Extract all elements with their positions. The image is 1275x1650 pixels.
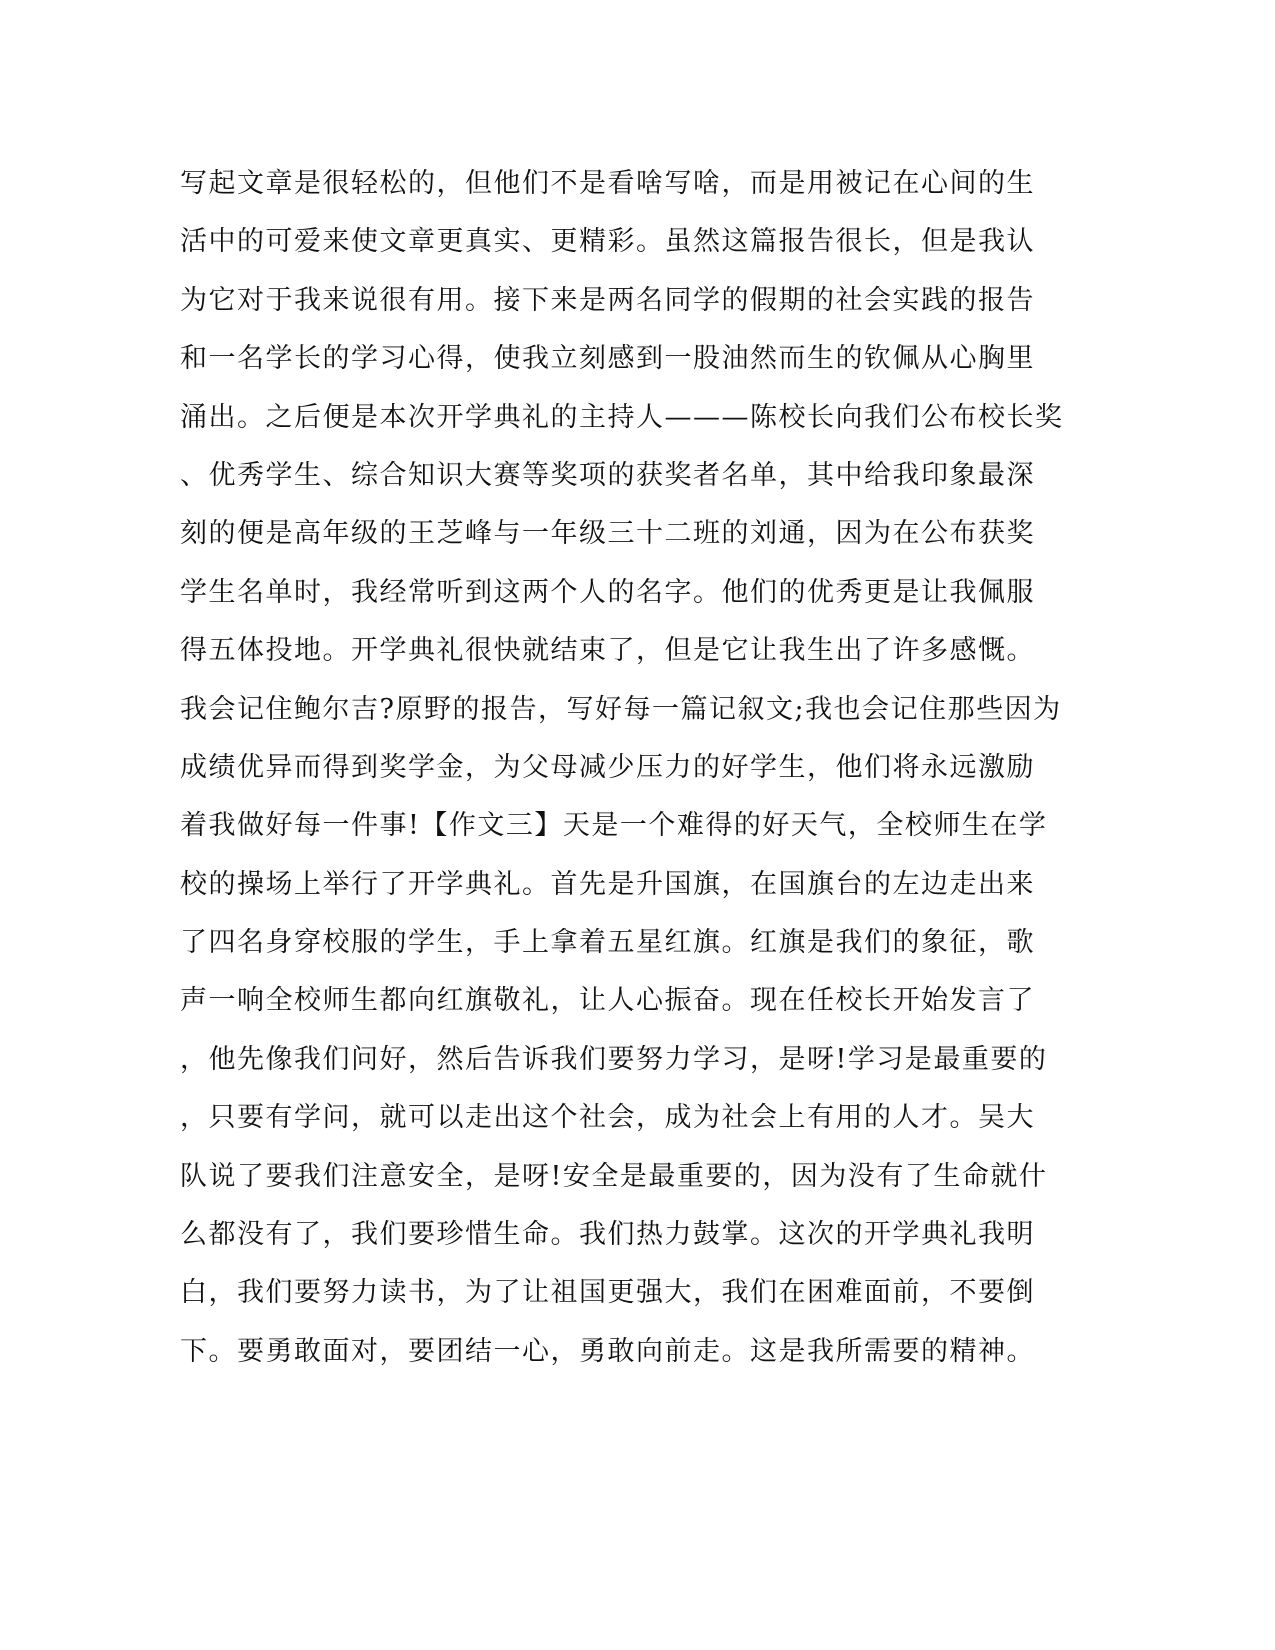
text-line: ，只要有学问，就可以走出这个社会，成为社会上有用的人才。吴大 (180, 1102, 1035, 1134)
text-line: 写起文章是很轻松的，但他们不是看啥写啥，而是用被记在心间的生 (180, 168, 1035, 199)
text-line: 么都没有了，我们要珍惜生命。我们热力鼓掌。这次的开学典礼我明 (180, 1219, 1035, 1251)
body-text (180, 155, 1064, 1381)
text-line: 我会记住鲍尔吉?原野的报告，写好每一篇记叙文;我也会记住那些因为 (180, 693, 1062, 725)
text-line: 活中的可爱来使文章更真实、更精彩。虽然这篇报告很长，但是我认 (180, 226, 1035, 258)
text-line: 着我做好每一件事!【作文三】天是一个难得的好天气，全校师生在学 (180, 810, 1048, 842)
text-line: 成绩优异而得到奖学金，为父母减少压力的好学生，他们将永远激励 (180, 751, 1035, 783)
text-line: 涌出。之后便是本次开学典礼的主持人———陈校长向我们公布校长奖 (180, 401, 1064, 433)
text-line: 和一名学长的学习心得，使我立刻感到一股油然而生的钦佩从心胸里 (180, 343, 1035, 375)
text-line: 队说了要我们注意安全，是呀!安全是最重要的，因为没有了生命就什 (180, 1160, 1048, 1192)
text-line: 得五体投地。开学典礼很快就结束了，但是它让我生出了许多感慨。 (180, 635, 1035, 667)
text-line: ，他先像我们问好，然后告诉我们要努力学习，是呀!学习是最重要的 (180, 1043, 1048, 1075)
text-line: 了四名身穿校服的学生，手上拿着五星红旗。红旗是我们的象征，歌 (180, 927, 1035, 959)
text-line: 学生名单时，我经常听到这两个人的名字。他们的优秀更是让我佩服 (180, 576, 1035, 608)
text-line: 、优秀学生、综合知识大赛等奖项的获奖者名单，其中给我印象最深 (180, 459, 1035, 491)
text-line: 校的操场上举行了开学典礼。首先是升国旗，在国旗台的左边走出来 (180, 868, 1035, 900)
text-line: 声一响全校师生都向红旗敬礼，让人心振奋。现在任校长开始发言了 (180, 985, 1035, 1017)
text-line: 刻的便是高年级的王芝峰与一年级三十二班的刘通，因为在公布获奖 (180, 518, 1035, 550)
text-line: 为它对于我来说很有用。接下来是两名同学的假期的社会实践的报告 (180, 284, 1035, 316)
text-line: 下。要勇敢面对，要团结一心，勇敢向前走。这是我所需要的精神。 (180, 1335, 1035, 1367)
text-line: 白，我们要努力读书，为了让祖国更强大，我们在困难面前，不要倒 (180, 1277, 1035, 1309)
